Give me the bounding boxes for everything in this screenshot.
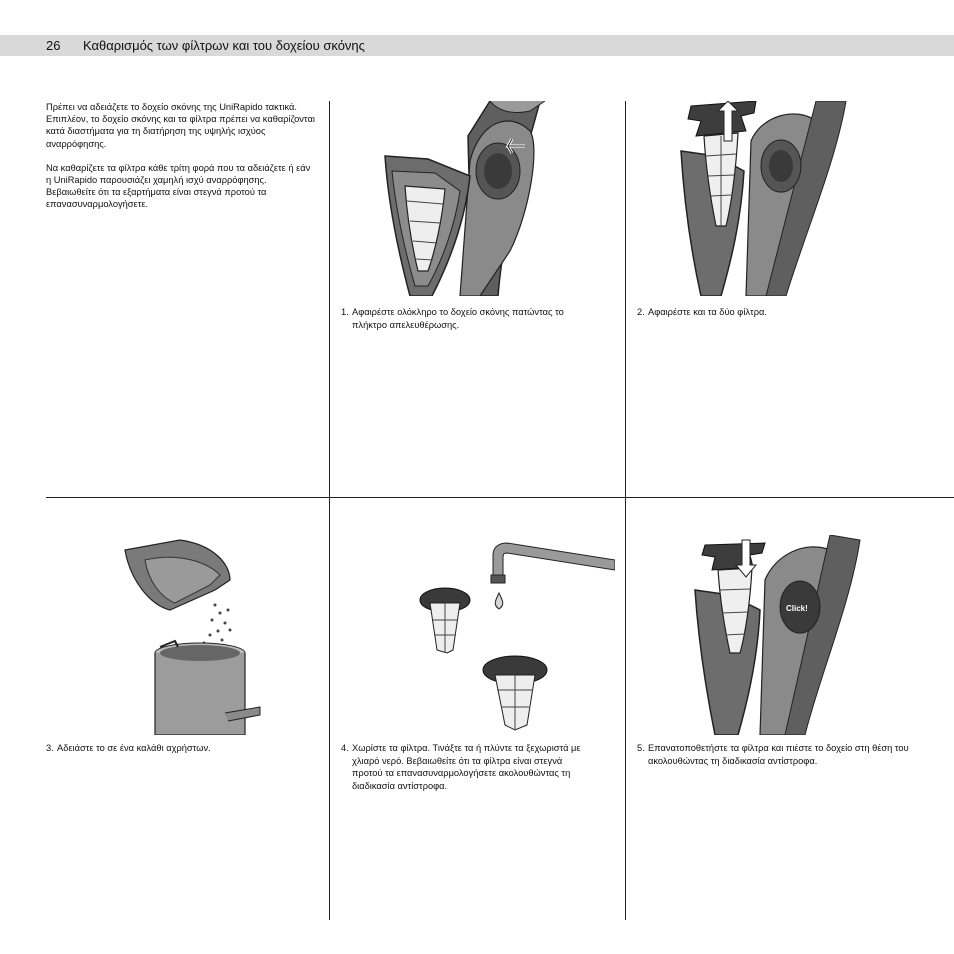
step-5-text: Επανατοποθετήστε τα φίλτρα και πιέστε το δοχείο στη θέση του ακολουθώντας τη διαδικασία αντίστροφα. (648, 743, 909, 766)
intro-paragraph-1: Πρέπει να αδειάζετε το δοχείο σκόνης της UniRapido τακτικά. Επιπλέον, το δοχείο σκόνης και τα φίλτρα πρέπει να καθαρίζονται κατά διαστήματα για τη διατήρηση της υψηλής ισχύος αναρρόφησης. (46, 102, 315, 149)
page-header (0, 35, 954, 56)
step-4-caption (341, 742, 581, 792)
step-4-illustration (415, 535, 615, 735)
step-3-number: 3. (46, 743, 54, 753)
step-2-number: 2. (637, 307, 645, 317)
step-4-text: Χωρίστε τα φίλτρα. Τινάξτε τα ή πλύντε τα ξεχωριστά με χλιαρό νερό. Βεβαιωθείτε ότι τα φίλτρα είναι στεγνά προτού τα επανασυναρμολογήσετε ακολουθώντας τη διαδικασία αντίστροφα. (352, 743, 581, 791)
step-5-illustration (690, 535, 865, 735)
step-3-text: Αδειάστε το σε ένα καλάθι αχρήστων. (57, 743, 211, 753)
column-divider-2 (625, 101, 626, 920)
step-2-caption (637, 306, 877, 319)
step-1-illustration (380, 101, 620, 296)
step-3-caption (46, 742, 316, 755)
step-5-caption (637, 742, 912, 767)
click-label: Click! (786, 604, 808, 613)
step-2-text: Αφαιρέστε και τα δύο φίλτρα. (648, 307, 767, 317)
step-1-text: Αφαιρέστε ολόκληρο το δοχείο σκόνης πατώντας το πλήκτρο απελευθέρωσης. (352, 307, 564, 330)
row-divider (46, 497, 954, 498)
step-1-number: 1. (341, 307, 349, 317)
step-3-illustration (120, 535, 280, 735)
intro-paragraph-2: Να καθαρίζετε τα φίλτρα κάθε τρίτη φορά που τα αδειάζετε ή εάν η UniRapido παρουσιάζει χαμηλή ισχύ αναρρόφησης. Βεβαιωθείτε ότι τα εξαρτήματα είναι στεγνά προτού τα επανασυναρμολογήσετε. (46, 162, 311, 210)
step-2-illustration (676, 101, 856, 296)
page-title: Καθαρισμός των φίλτρων και του δοχείου σκόνης (83, 38, 365, 53)
page-number: 26 (46, 38, 61, 53)
column-divider-1 (329, 101, 330, 920)
step-1-caption (341, 306, 581, 331)
step-5-number: 5. (637, 743, 645, 753)
intro-text (46, 101, 316, 223)
step-4-number: 4. (341, 743, 349, 753)
